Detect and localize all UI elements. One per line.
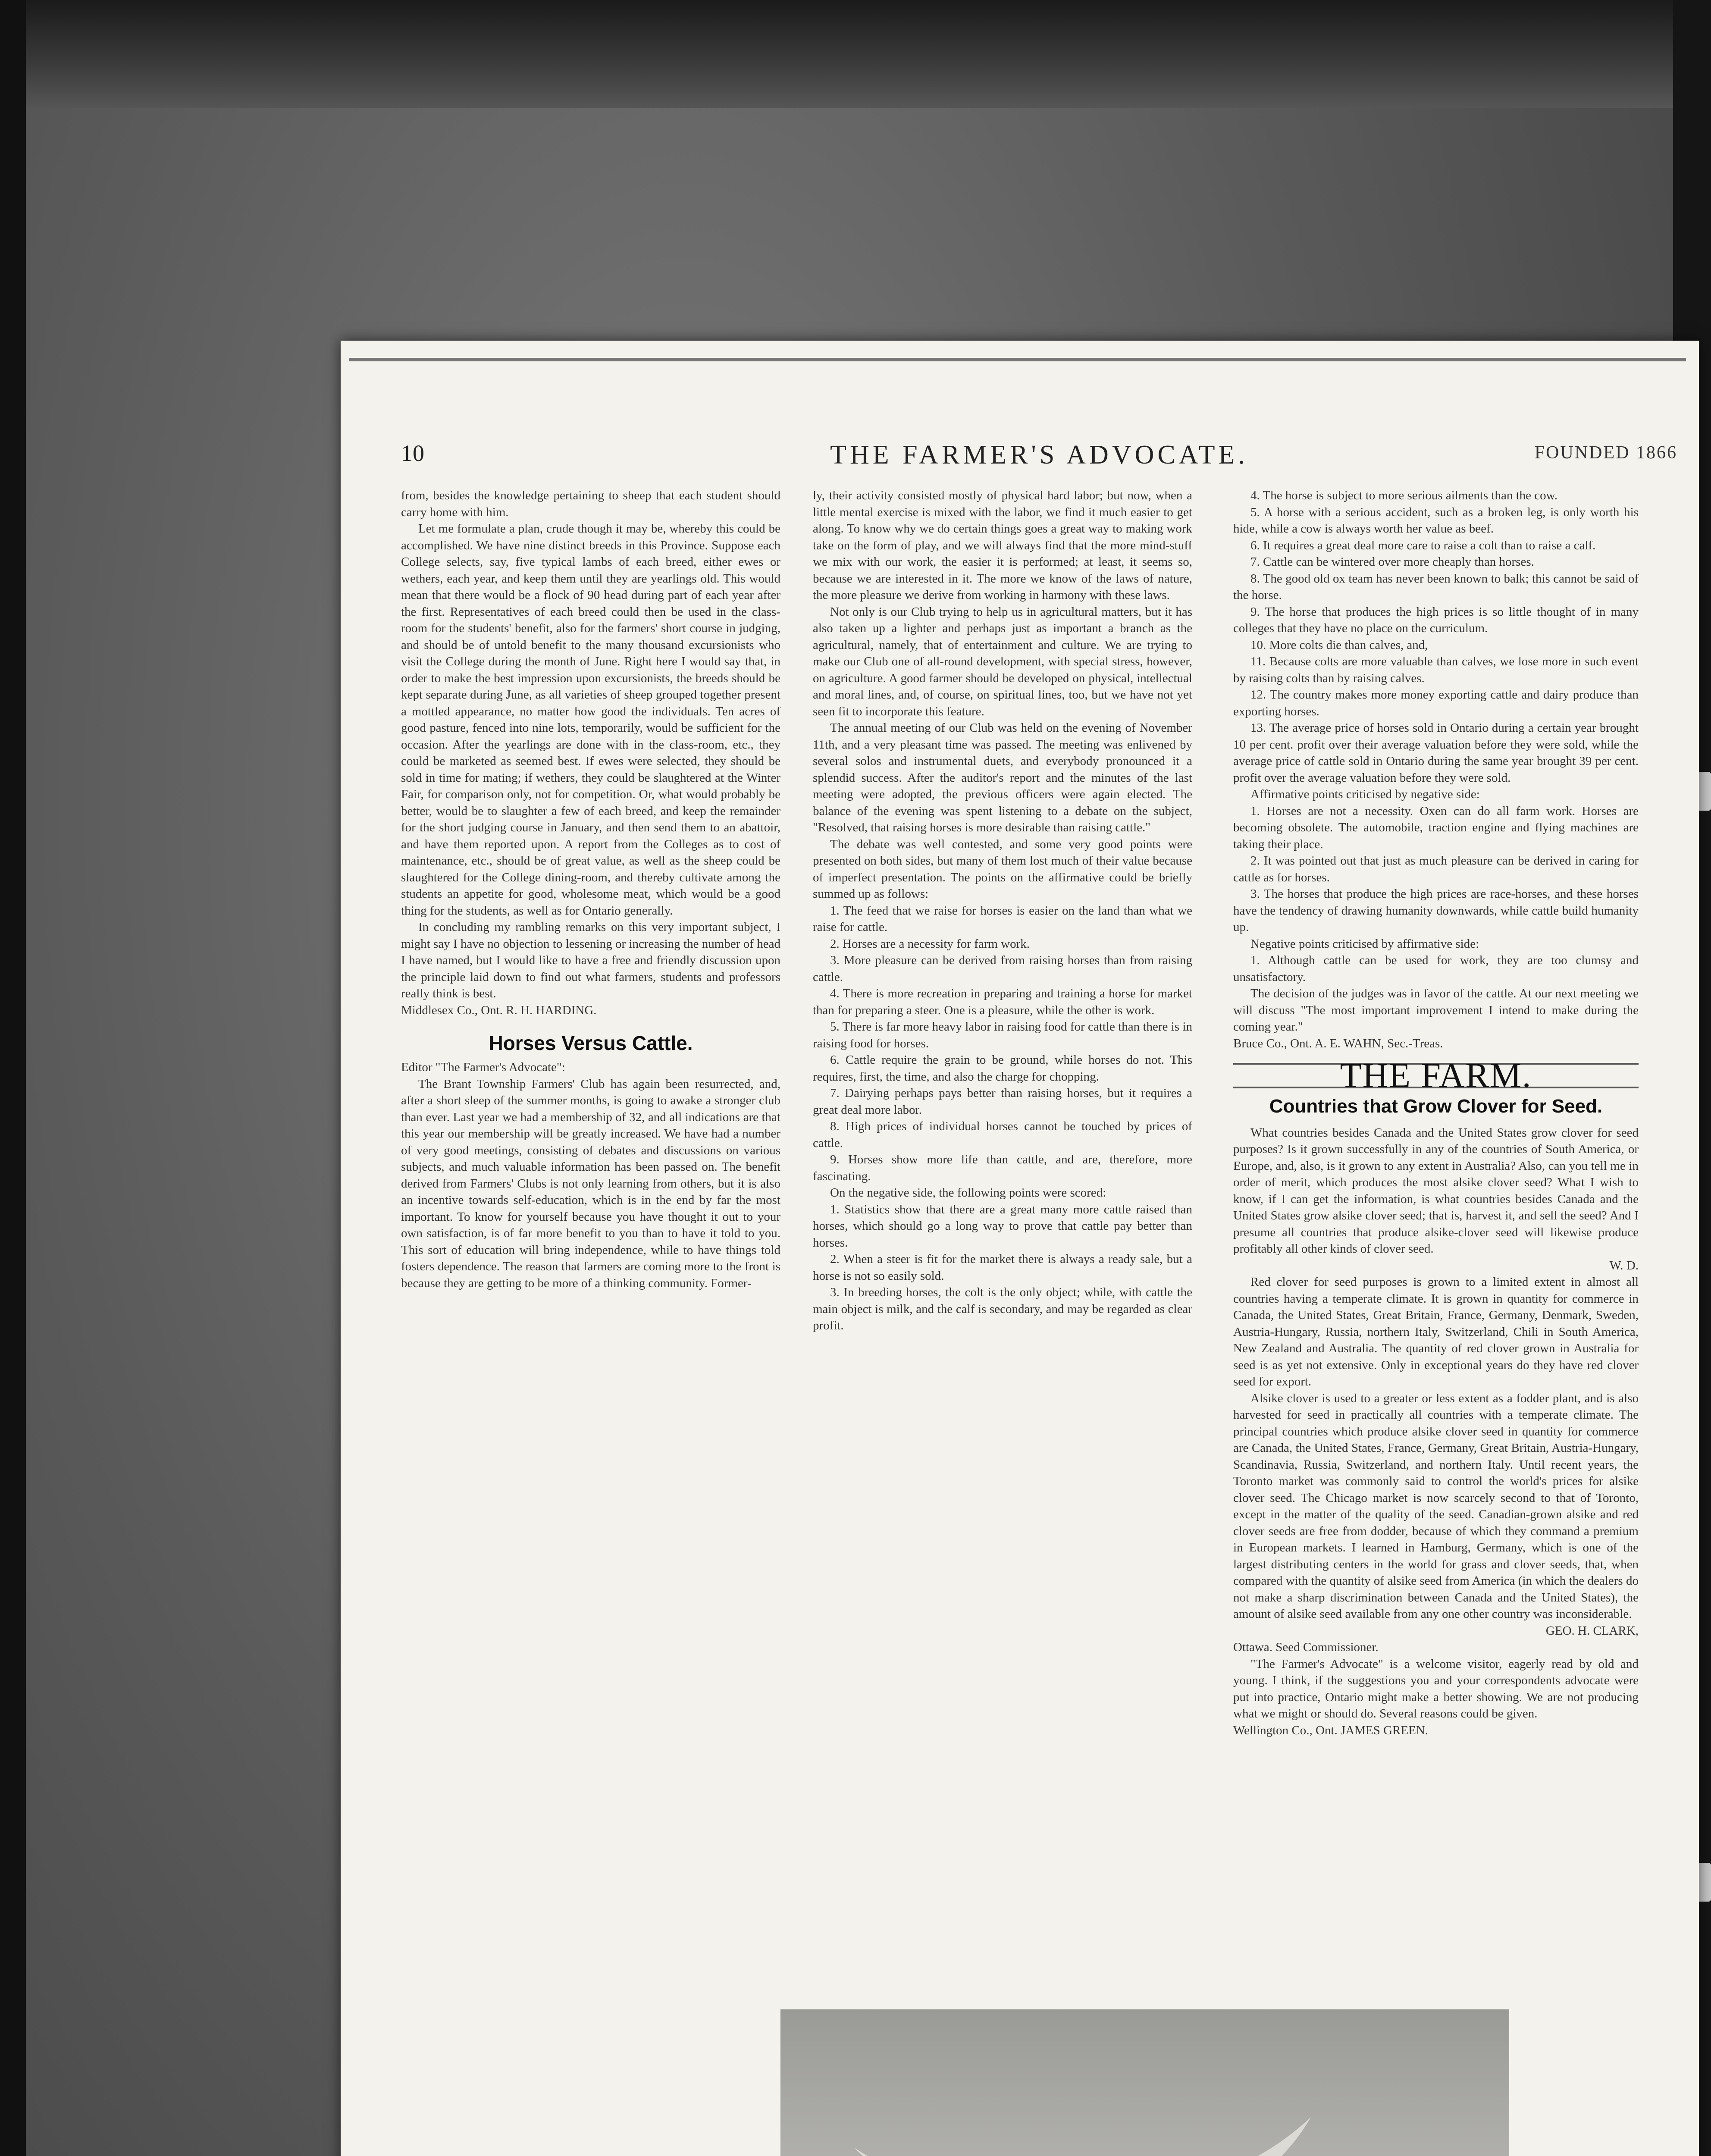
list-item: 3. More pleasure can be derived from raising horses than from raising cattle. [813,953,1192,984]
page-number: 10 [401,440,424,466]
paragraph: What countries besides Canada and the United States grow clover for seed purposes? Is it grown successfully in any of the countries of South America, or Europe, and, also, is it grown to any extent in Australia? Also, can you tell me in order of merit, which produces the most alsike clover seed? What I wish to know, if I can get the information, is what countries besides Canada and the United States grow alsike clover seed; that is, harvest it, and sell the seed? And I presume all countries that produce alsike-clover seed will likewise produce profitably all other kinds of clover seed. [1233,1125,1639,1256]
signature: Middlesex Co., Ont. R. H. HARDING. [401,1003,597,1017]
signature: W. D. [1609,1258,1639,1272]
founded-label: FOUNDED 1866 [1534,443,1677,463]
paragraph: from, besides the knowledge pertaining to sheep that each student should carry home with him. [401,489,780,519]
paper-title: THE FARMER'S ADVOCATE. [830,440,1248,470]
paragraph: The decision of the judges was in favor of the cattle. At our next meeting we will discuss "The most important improvement I intend to make during the coming year." [1233,987,1639,1034]
list-item: 4. The horse is subject to more serious ailments than the cow. [1250,489,1557,502]
list-item: 3. In breeding horses, the colt is the only object; while, with cattle the main object is milk, and the calf is secondary, and may be regarded as clear profit. [813,1285,1192,1332]
steer-photo [780,2009,1509,2156]
list-item: 1. Although cattle can be used for work, they are too clumsy and unsatisfactory. [1233,953,1639,984]
scan-top-edge [0,0,1711,108]
paragraph: On the negative side, the following points were scored: [830,1186,1106,1200]
list-item: 1. The feed that we raise for horses is easier on the land than what we raise for cattle. [813,903,1192,934]
paragraph: Negative points criticised by affirmative side: [1250,937,1479,951]
paragraph: "The Farmer's Advocate" is a welcome visitor, eagerly read by old and young. I think, if the suggestions you and your correspondents advocate were put into practice, Ontario might make a better showing. We are not producing what we might or should do. Several reasons could be given. [1233,1657,1639,1720]
column-3 [1233,487,1639,1739]
paragraph: Alsike clover is used to a greater or less extent as a fodder plant, and is also harvested for seed in practically all countries with a temperate climate. The principal countries which produce alsike clover seed in quantity for commerce are Canada, the United States, France, Germany, Great Britain, Austria-Hungary, Scandinavia, Russia, Switzerland, and northern Italy. Until recent years, the Toronto market was commonly said to control the world's prices for alsike clover seed. The Chicago market is now scarcely second to that of Toronto, except in the matter of the quality of the seed. Canadian-grown alsike and red clover seeds are free from dodder, because of which they command a premium in European markets. I learned in Hamburg, Germany, which is one of the largest distributing centers in the world for grass and clover seeds, that, when compared with the quantity of alsike seed from America (in which the dealers do not make a sharp discrimination between Canada and the United States), the amount of alsike seed available from any one other country was inconsiderable. [1233,1391,1639,1621]
newspaper-page [341,341,1699,2156]
column-1 [401,487,780,1291]
article-title: Horses Versus Cattle. [489,1032,693,1054]
list-item: 3. The horses that produce the high prices are race-horses, and these horses have the tendency of drawing humanity downwards, while cattle build humanity up. [1233,887,1639,934]
list-item: 10. More colts die than calves, and, [1250,638,1428,652]
article-title: Countries that Grow Clover for Seed. [1269,1095,1603,1117]
list-item: 8. The good old ox team has never been known to balk; this cannot be said of the horse. [1233,571,1639,602]
list-item: 2. When a steer is fit for the market there is always a ready sale, but a horse is not so easily sold. [813,1252,1192,1283]
list-item: 7. Cattle can be wintered over more cheaply than horses. [1250,555,1534,569]
paragraph: Affirmative points criticised by negative side: [1250,787,1480,801]
page-header [401,440,1677,479]
list-item: 13. The average price of horses sold in Ontario during a certain year brought 10 per cent. profit over their average valuation before they were sold, while the average price of cattle sold in Ontario during the same year brought 39 per cent. profit over the average valuation before they were sold. [1233,721,1639,785]
scan-left-edge [0,0,26,2156]
paragraph: The debate was well contested, and some very good points were presented on both sides, but many of them lost much of their value because of imperfect presentation. The points on the affirmative could be briefly summed up as follows: [813,837,1192,901]
paragraph: Red clover for seed purposes is grown to a limited extent in almost all countries having a temperate climate. It is grown in quantity for commerce in Canada, the United States, Great Britain, France, Germany, Denmark, Sweden, Austria-Hungary, Russia, northern Italy, Switzerland, Chili in South America, New Zealand and Australia. The quantity of red clover grown in Australia for seed is as yet not extensive. Only in exceptional years do they have red clover seed for export. [1233,1275,1639,1388]
list-item: 8. High prices of individual horses cannot be touched by prices of cattle. [813,1119,1192,1150]
section-title: THE FARM. [1233,1063,1639,1088]
paragraph: The Brant Township Farmers' Club has again been resurrected, and, after a short sleep of the summer months, is going to awake a stronger club than ever. Last year we had a membership of 32, and all indications are that this year our membership will be greatly increased. We have had a number of very good meetings, consisting of debates and discussions on various subjects, and much valuable information has been passed on. The benefit derived from Farmers' Clubs is not only learning from others, but it is also an incentive towards self-education, which is in the end by far the most important. To know for yourself because you have thought it out to your own satisfaction, is of far more benefit to you than to have it told to you. This sort of education will bring independence, while to have things told fosters dependence. The reason that farmers are coming more to the front is because they are getting to be more of a thinking community. Former- [401,1077,780,1290]
paragraph: ly, their activity consisted mostly of physical hard labor; but now, when a little mental exercise is mixed with the labor, we find it much easier to get along. To know why we do certain things goes a great way to making work take on the form of play, and we will always find that the more mind-stuff we mix with our work, the easier it is performed; at least, it seems so, because we are interested in it. The more we know of the laws of nature, the more pleasure we derive from working in harmony with these laws. [813,489,1192,602]
list-item: 1. Statistics show that there are a great many more cattle raised than horses, which should go a long way to prove that cattle pay better than horses. [813,1202,1192,1250]
list-item: 2. It was pointed out that just as much pleasure can be derived in caring for cattle as for horses. [1233,854,1639,884]
paragraph: Not only is our Club trying to help us in agricultural matters, but it has also taken up a lighter and perhaps just as important a branch as the agricultural, namely, that of entertainment and culture. We are trying to make our Club one of all-round development, with special stress, however, on agriculture. A good farmer should be developed on physical, intellectual and moral lines, and, of course, on spiritual lines, too, but we have not yet seen fit to incorporate this feature. [813,605,1192,718]
signature: Bruce Co., Ont. A. E. WAHN, Sec.-Treas. [1233,1036,1443,1050]
page-top-rule [349,358,1686,361]
paragraph: Let me formulate a plan, crude though it may be, whereby this could be accomplished. We have nine distinct breeds in this Province. Suppose each College selects, say, five typical lambs of each breed, either ewes or wethers, each year, and keep them until they are yearlings old. This would mean that there would be a flock of 90 head during part of each year after the first. Representatives of each breed could then be used in the class-room for the students' benefit, also for the farmers' short course in judging, and should be of untold benefit to the many thousand excursionists who visit the College during the month of June. Right here I would say that, in order to make the best impression upon excursionists, the breeds should be kept separate during June, as all varieties of sheep grouped together present a mottled appearance, no matter how good the individuals. Ten acres of good pasture, fenced into nine lots, temporarily, would be sufficient for the occasion. After the yearlings are done with in the class-room, etc., they could be marketed as seemed best. If ewes were selected, they should be sold in time for mating; if wethers, they could be slaughtered at the Winter Fair, for comparison only, not for competition. Or, what would probably be better, would be to slaughter a few of each breed, and keep the remainder for the short judging course in January, and then send them to an abattoir, and have them reported upon. A report from the Colleges as to cost of maintenance, etc., should be of great value, as well as the sheep could be slaughtered for the College dining-room, and thereby cultivate among the students an appetite for good, wholesome meat, which would be a good thing for the students, as well as for Ontario generally. [401,522,780,918]
signature: Ottawa. Seed Commissioner. [1233,1640,1379,1654]
column-2 [813,487,1192,1334]
list-item: 9. The horse that produces the high prices is so little thought of in many colleges that they have no place on the curriculum. [1233,605,1639,635]
list-item: 4. There is more recreation in preparing and training a horse for market than for preparing a steer. One is a pleasure, while the other is work. [813,987,1192,1017]
list-item: 7. Dairying perhaps pays better than raising horses, but it requires a great deal more labor. [813,1086,1192,1117]
list-item: 6. It requires a great deal more care to raise a colt than to raise a calf. [1250,538,1596,552]
signature: GEO. H. CLARK, [1545,1623,1639,1638]
list-item: 12. The country makes more money exporting cattle and dairy produce than exporting horses. [1233,688,1639,718]
signature: Wellington Co., Ont. JAMES GREEN. [1233,1723,1429,1737]
list-item: 6. Cattle require the grain to be ground, while horses do not. This requires, first, the time, and also the charge for chopping. [813,1053,1192,1084]
paragraph: In concluding my rambling remarks on this very important subject, I might say I have no objection to lessening or increasing the number of head I have named, but I would like to have a free and friendly discussion upon the principle laid down to find out what farmers, students and professors really think is best. [401,920,780,1000]
list-item: 2. Horses are a necessity for farm work. [830,937,1030,951]
editor-salutation: Editor "The Farmer's Advocate": [401,1060,565,1074]
list-item: 9. Horses show more life than cattle, and are, therefore, more fascinating. [813,1153,1192,1183]
list-item: 1. Horses are not a necessity. Oxen can do all farm work. Horses are becoming obsolete. The automobile, traction engine and flying machines are taking their place. [1233,804,1639,851]
paragraph: The annual meeting of our Club was held on the evening of November 11th, and a very pleasant time was passed. The meeting was enlivened by several solos and instrumental duets, and everybody pronounced it a splendid success. After the auditor's report and the minutes of the last meeting were adopted, the previous officers were again elected. The balance of the evening was spent listening to a debate on the subject, "Resolved, that raising horses is more desirable than raising cattle." [813,721,1192,834]
list-item: 5. A horse with a serious accident, such as a broken leg, is only worth his hide, while a cow is always worth her value as beef. [1233,505,1639,536]
list-item: 5. There is far more heavy labor in raising food for cattle than there is in raising food for horses. [813,1020,1192,1050]
list-item: 11. Because colts are more valuable than calves, we lose more in such event by raising colts than by raising calves. [1233,655,1639,685]
